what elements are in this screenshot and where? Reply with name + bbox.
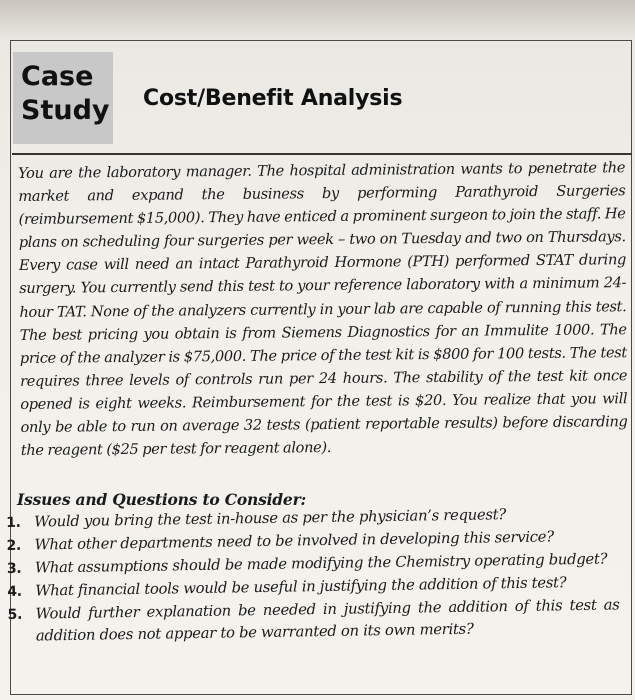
question-item [7,594,620,648]
page-top-shadow [0,0,635,40]
case-description: You are the laboratory manager. The hospital administration wants to penetrate the market and expand the business by performing Parathyroid Surgeries (reimbursement $15,000). They have enticed a prominent surgeon to join the staff. He plans on scheduling four surgeries per week – two on Tuesday and two on Thursdays. Every case will need an intact Parathyroid Hormone (PTH) performed STAT during surgery. You currently send this test to your reference laboratory with a minimum 24-hour TAT. None of the analyzers currently in your lab are capable of running this test. The best pricing you obtain is from Siemens Diagnostics for an Immulite 1000. The price of the analyzer is $75,000. The price of the test kit is $800 for 100 tests. The test requires three levels of controls run per 24 hours. The stability of the test kit once opened is eight weeks. Reimbursement for the test is $20. You realize that you will only be able to run on average 32 tests (patient reportable results) before discarding the reagent ($25 per test for reagent alone). [18,159,628,460]
question-number: 5. [7,606,23,623]
header-divider [12,153,632,155]
question-number: 2. [6,537,22,554]
question-number: 1. [6,514,21,531]
case-label-line2: Study [21,95,110,126]
issues-heading: Issues and Questions to Consider: [17,490,307,509]
case-study-label [13,52,113,144]
question-text: Would you bring the test in-house as per the physician’s request? [34,506,507,531]
question-number: 4. [7,583,22,600]
question-number: 3. [6,560,22,577]
question-text: What financial tools would be useful in justifying the addition of this test? [35,574,567,600]
question-text: What other departments need to be involved in developing this service? [34,528,554,554]
case-label-line1: Case [21,61,94,92]
question-text: What assumptions should be made modifying the Chemistry operating budget? [34,550,608,577]
case-study-title: Cost/Benefit Analysis [143,86,403,111]
questions-list [6,502,620,649]
question-text: Would further explanation be needed in justifying the addition of this test as addition does not appear to be warranted on its own merits? [35,596,620,645]
